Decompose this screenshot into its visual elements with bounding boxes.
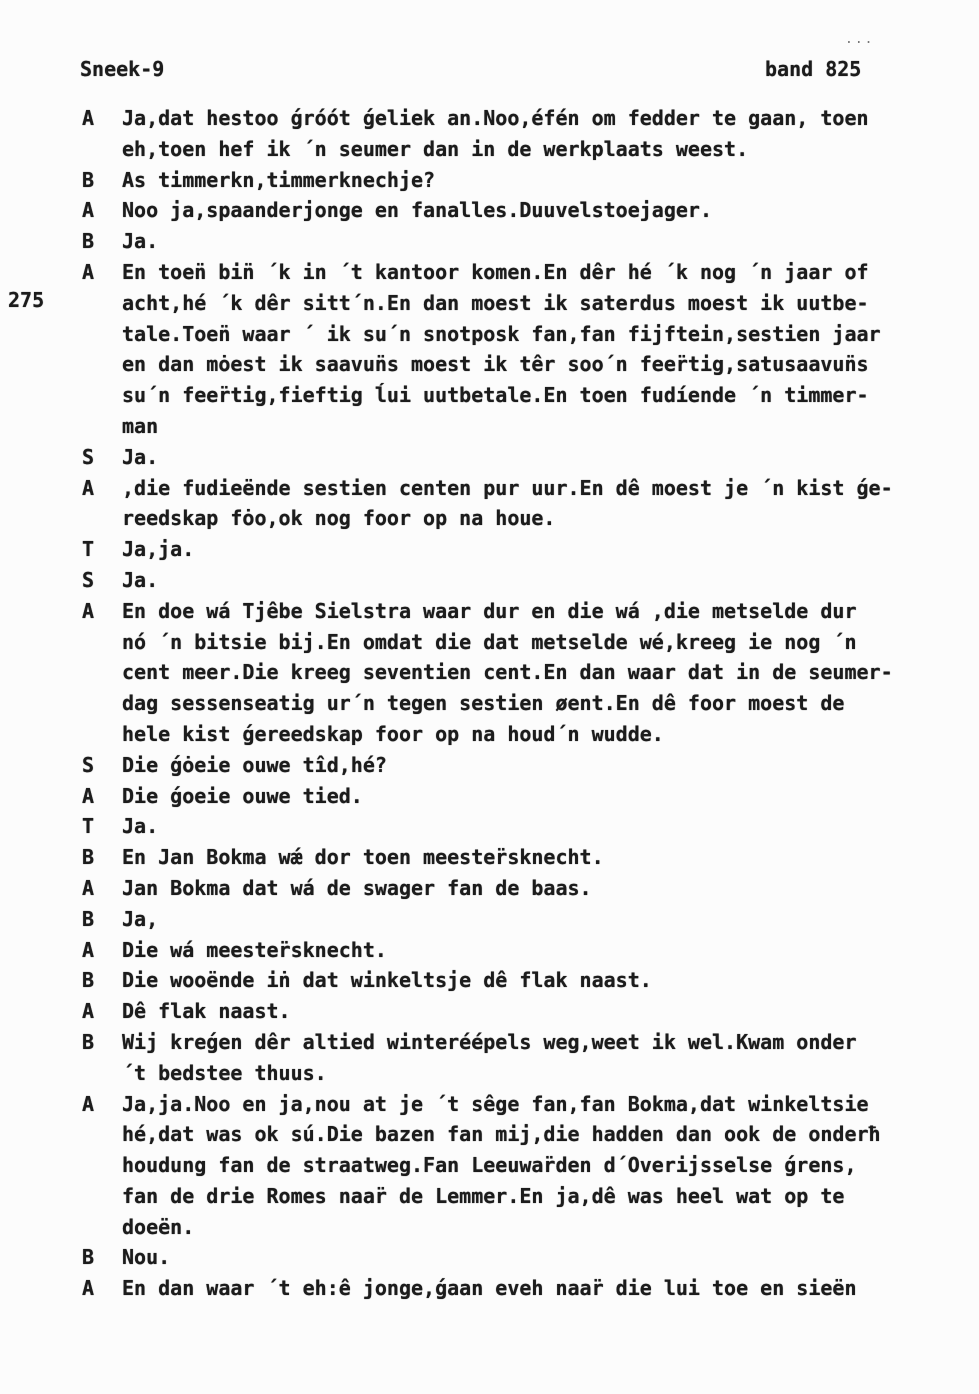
dialogue-line: Wij kreǵen dêr altied winteréépels weg,weet ik wel.Kwam onder [122,1029,857,1054]
speaker-label: A [82,259,95,284]
dialogue-line: Ja. [122,444,159,469]
dialogue-turn [82,565,962,596]
dialogue-turn [82,257,962,442]
speaker-label: A [82,1276,95,1301]
speaker-label: A [82,875,95,900]
dialogue-line: en dan mȯest ik saavun̈s moest ik têr soo´n feer̈tig,satusaavun̈s [122,352,869,377]
speaker-label: A [82,475,95,500]
dialogue-line: Dê flak naast. [122,999,291,1024]
dialogue-turn [82,165,962,196]
dialogue-line: Noo ja,spaanderjonge en fanalles.Duuvelstoejager. [122,198,713,223]
speaker-label: B [82,1245,95,1270]
page-title: Sneek-9 [80,57,165,81]
speaker-label: A [82,999,95,1024]
dialogue-line: man [122,413,159,438]
dialogue-line: Die wá meester̈sknecht. [122,937,387,962]
dialogue-turn [82,904,962,935]
dialogue-line: hele kist ǵereedskap foor op na houd´n wudde. [122,721,664,746]
dialogue-line: ,die fudieënde sestien centen pur uur.En dê moest je ´n kist ǵe- [122,475,893,500]
speaker-label: S [82,567,95,592]
dialogue-line: Die ǵȯeie ouwe tîd,hé? [122,752,387,777]
speaker-label: A [82,198,95,223]
dialogue-turn [82,1242,962,1273]
dialogue-line: Ja. [122,567,159,592]
dialogue-turn [82,781,962,812]
dialogue-line: su´n feer̈tig,fieftig ĺui uutbetale.En toen fudíende ´n timmer- [122,383,869,408]
dialogue-turn [82,935,962,966]
dialogue-line: nó ´n bitsie bij.En omdat die dat metselde wé,kreeg ie nog ´n [122,629,857,654]
dialogue-turn [82,596,962,750]
dialogue-turn [82,442,962,473]
dialogue-line: Ja. [122,814,159,839]
speaker-label: B [82,968,95,993]
dialogue-line: Ja. [122,229,159,254]
dialogue-line: Nou. [122,1245,171,1270]
speaker-label: B [82,1029,95,1054]
dialogue-line: En dan waar ´t eh:ê jonge,ǵaan eveh naar̈ die lui toe en sieën [122,1276,857,1301]
dialogue [82,103,962,1304]
dialogue-line: hé,dat was ok sú.Die bazen fan mij,die hadden dan ook de onderħ [122,1122,881,1147]
dialogue-line: Ja,ja.Noo en ja,nou at je ´t sêge fan,fan Bokma,dat winkeltsie [122,1091,869,1116]
dialogue-line: Jan Bokma dat wá de swager fan de baas. [122,875,592,900]
dialogue-line: houdung fan de straatweg.Fan Leeuwar̈den d´Overijsselse ǵrens, [122,1153,857,1178]
speaker-label: A [82,937,95,962]
speaker-label: A [82,783,95,808]
dialogue-turn [82,226,962,257]
scan-speck: ... [845,32,875,47]
dialogue-turn [82,1089,962,1243]
dialogue-line: dag sessenseatig ur´n tegen sestien øent.En dê foor moest de [122,691,845,716]
dialogue-line: Ja,dat hestoo ǵróót ǵeliek an.Noo,éfén om fedder te gaan, toen [122,106,869,130]
dialogue-line: Ja, [122,906,159,931]
dialogue-turn [82,873,962,904]
speaker-label: S [82,444,95,469]
line-margin-number: 275 [8,288,45,312]
speaker-label: A [82,106,95,130]
dialogue-turn [82,534,962,565]
dialogue-line: reedskap fȯo,ok nog foor op na houe. [122,506,556,531]
dialogue-line: En Jan Bokma wǽ dor toen meester̈sknecht. [122,845,604,870]
dialogue-turn [82,473,962,535]
dialogue-turn [82,750,962,781]
dialogue-line: Die wooënde iṅ dat winkeltsje dê flak naast. [122,968,652,993]
speaker-label: B [82,167,95,192]
dialogue-turn [82,965,962,996]
band-number: band 825 [765,57,862,81]
dialogue-turn [82,195,962,226]
speaker-label: B [82,845,95,870]
speaker-label: S [82,752,95,777]
dialogue-turn [82,842,962,873]
dialogue-turn [82,103,962,165]
dialogue-line: En toen̈ bin̈ ´k in ´t kantoor komen.En dêr hé ´k nog ´n jaar of [122,259,869,284]
dialogue-turn [82,1273,962,1304]
dialogue-turn [82,996,962,1027]
dialogue-line: tale.Toen̈ waar ´ ik su´n snotposk fan,fan fijftein,sestien jaar [122,321,881,346]
dialogue-line: En doe wá Tjêbe Sielstra waar dur en die wá ,die metselde dur [122,598,857,623]
dialogue-line: Ja,ja. [122,537,195,562]
dialogue-turn [82,1027,962,1089]
speaker-label: T [82,537,95,562]
dialogue-turn [82,811,962,842]
speaker-label: A [82,1091,95,1116]
speaker-label: B [82,906,95,931]
speaker-label: B [82,229,95,254]
dialogue-line: acht,hé ´k dêr sitt´n.En dan moest ik saterdus moest ik uutbe- [122,290,869,315]
dialogue-line: fan de drie Romes naar̈ de Lemmer.En ja,dê was heel wat op te [122,1183,845,1208]
dialogue-line: Die ǵoeie ouwe tied. [122,783,363,808]
dialogue-line: As timmerkn,timmerknechje? [122,167,436,192]
dialogue-line: eh,toen hef ik ´n seumer dan in de werkplaats weest. [122,136,749,161]
speaker-label: A [82,598,95,623]
dialogue-line: cent meer.Die kreeg seventien cent.En dan waar dat in de seumer- [122,660,893,685]
dialogue-line: doeën. [122,1214,195,1239]
speaker-label: T [82,814,95,839]
dialogue-line: ´t bedstee thuus. [122,1060,327,1085]
